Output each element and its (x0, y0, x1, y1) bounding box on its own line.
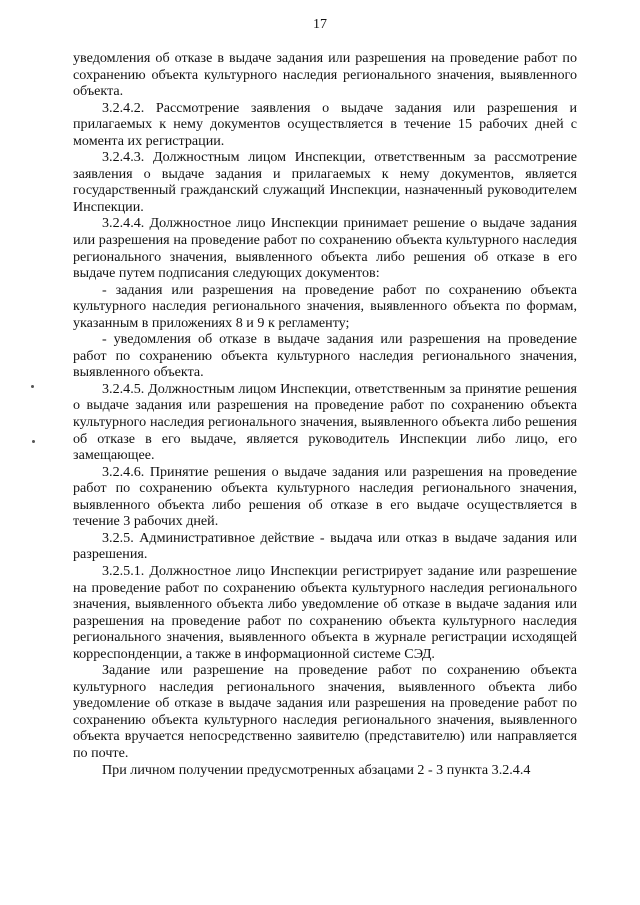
document-body (73, 50, 577, 778)
paragraph-3-2-4-6: 3.2.4.6. Принятие решения о выдаче задания или разрешения на проведение работ по сохранению объекта культурного наследия регионального значения, выявленного объекта либо решения об отказе в его выдаче осуществляется в течение 3 рабочих дней. (73, 463, 577, 530)
scan-speck (31, 385, 34, 388)
paragraph-3-2-5-1: 3.2.5.1. Должностное лицо Инспекции регистрирует задание или разрешение на проведение работ по сохранению объекта культурного наследия регионального значения, выявленного объекта либо уведомление об отказе в выдаче задания или разрешения на проведение работ по сохранению объекта культурного наследия регионального значения, выявленного объекта в журнале регистрации исходящей корреспонденции, а также в информационной системе СЭД. (73, 562, 577, 662)
list-item-refusal-notice: - уведомления об отказе в выдаче задания или разрешения на проведение работ по сохранению объекта культурного наследия регионального значения, выявленного объекта. (73, 331, 577, 381)
paragraph-3-2-4-4: 3.2.4.4. Должностное лицо Инспекции принимает решение о выдаче задания или разрешения на проведение работ по сохранению объекта культурного наследия регионального значения, выявленного объекта либо решения об отказе в его выдаче путем подписания следующих документов: (73, 215, 577, 282)
scan-speck (32, 440, 35, 443)
paragraph-3-2-4-2: 3.2.4.2. Рассмотрение заявления о выдаче задания или разрешения и прилагаемых к нему документов осуществляется в течение 15 рабочих дней с момента их регистрации. (73, 99, 577, 149)
paragraph-personal-receipt: При личном получении предусмотренных абзацами 2 - 3 пункта 3.2.4.4 (102, 761, 531, 778)
paragraph-3-2-4-5: 3.2.4.5. Должностным лицом Инспекции, ответственным за принятие решения о выдаче задания или разрешения на проведение работ по сохранению объекта культурного наследия регионального значения, выявленного объекта либо решения об отказе в его выдаче, является руководитель Инспекции либо лицо, его замещающее. (73, 380, 577, 464)
paragraph-3-2-5: 3.2.5. Административное действие - выдача или отказ в выдаче задания или разрешения. (73, 529, 577, 563)
paragraph-continuation: уведомления об отказе в выдаче задания или разрешения на проведение работ по сохранению объекта культурного наследия регионального значения, выявленного объекта. (73, 50, 577, 100)
paragraph-3-2-4-3: 3.2.4.3. Должностным лицом Инспекции, ответственным за рассмотрение заявления о выдаче задания и прилагаемых к нему документов, является государственный гражданский служащий Инспекции, назначенный руководителем Инспекции. (73, 149, 577, 215)
page-number: 17 (313, 17, 327, 32)
list-item-task-or-permit: - задания или разрешения на проведение работ по сохранению объекта культурного наследия регионального значения, выявленного объекта по формам, указанным в приложениях 8 и 9 к регламенту; (73, 281, 577, 331)
paragraph-delivery: Задание или разрешение на проведение работ по сохранению объекта культурного наследия регионального значения, выявленного объекта либо уведомление об отказе в выдаче задания или разрешения на проведение работ по сохранению объекта культурного наследия регионального значения, выявленного объекта вручается непосредственно заявителю (представителю) или направляется по почте. (73, 662, 577, 761)
